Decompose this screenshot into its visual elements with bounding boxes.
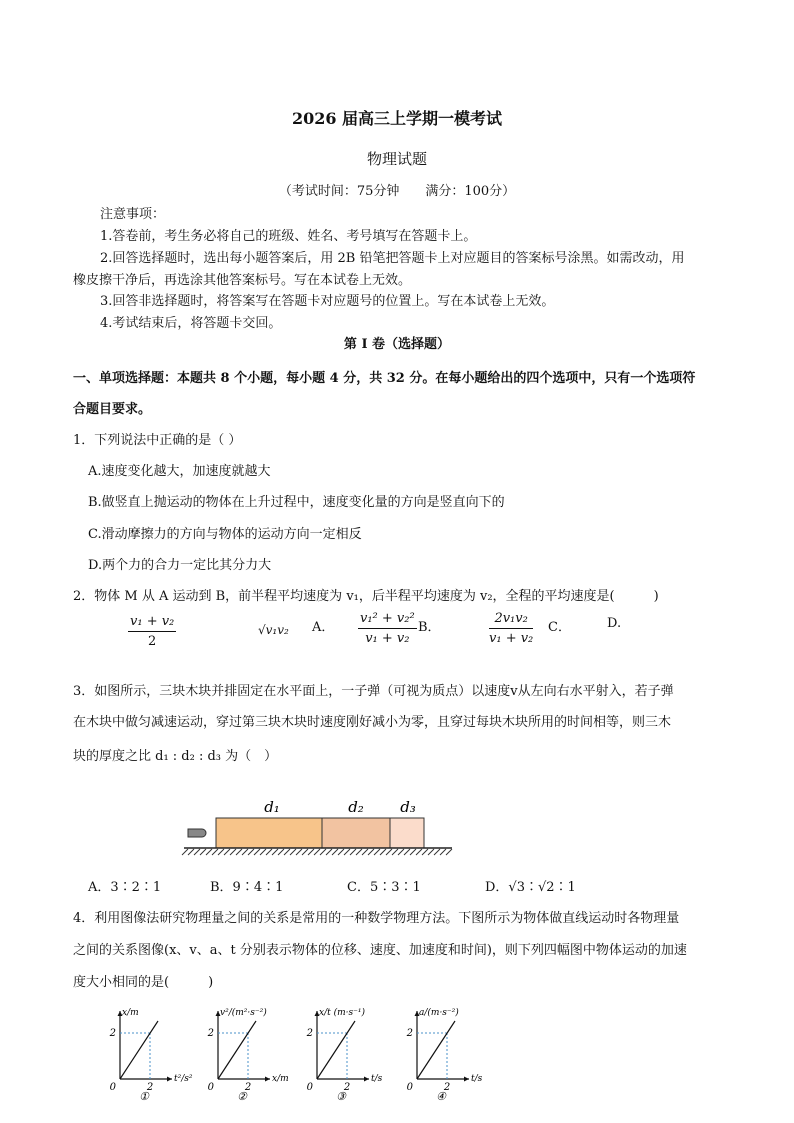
tick-x: 2 (244, 1082, 252, 1093)
wood-block-3 (390, 818, 424, 848)
hatch-line (326, 849, 332, 855)
x-axis-arrow-icon (167, 1077, 172, 1082)
question-stem: 度大小相同的是( ) (73, 975, 214, 990)
option-a: A．3∶2∶1 (88, 880, 162, 895)
hatch-line (182, 849, 188, 855)
hatch-line (320, 849, 326, 855)
hatch-line (218, 849, 224, 855)
hatch-line (344, 849, 350, 855)
hatch-line (296, 849, 302, 855)
hatch-line (290, 849, 296, 855)
tick-x: 2 (443, 1082, 451, 1093)
option-b: B.做竖直上抛运动的物体在上升过程中，速度变化量的方向是竖直向下的 (88, 495, 505, 510)
tick-y: 2 (109, 1028, 116, 1039)
x-axis-label: x/m (272, 1074, 289, 1084)
x-axis-arrow-icon (364, 1077, 369, 1082)
hatch-line (266, 849, 272, 855)
hatch-line (446, 849, 452, 855)
block-label-d2: d₂ (348, 798, 364, 816)
x-axis-label: t²/s² (174, 1074, 193, 1084)
hatch-line (380, 849, 386, 855)
hatch-line (212, 849, 218, 855)
option-a: A.速度变化越大，加速度就越大 (88, 464, 271, 479)
option-label: B． (418, 620, 441, 635)
hatch-line (272, 849, 278, 855)
data-line (317, 1021, 355, 1079)
sqrt-expression: √v₁v₂ (258, 623, 289, 637)
graph-3 (297, 1003, 407, 1103)
option-c: C.滑动摩擦力的方向与物体的运动方向一定相反 (88, 527, 362, 542)
question-stem: 之间的关系图像(x、v、a、t 分别表示物体的位移、速度、加速度和时间)，则下列四幅图中物体运动的加速 (73, 943, 687, 958)
graph-1 (100, 1003, 210, 1103)
hatch-line (428, 849, 434, 855)
fraction-option (128, 614, 176, 649)
graph-number: ④ (436, 1090, 446, 1103)
hatch-line (260, 849, 266, 855)
data-line (417, 1021, 455, 1079)
data-line (218, 1021, 256, 1079)
hatch-line (332, 849, 338, 855)
hatch-line (254, 849, 260, 855)
hatch-line (314, 849, 320, 855)
option-label: C． (548, 620, 571, 635)
section-title: 第 I 卷（选择题） (343, 337, 451, 352)
tick-y: 2 (306, 1028, 313, 1039)
hatch-line (440, 849, 446, 855)
tick-y: 2 (406, 1028, 413, 1039)
hatch-line (410, 849, 416, 855)
question-stem: 在木块中做匀减速运动，穿过第三块木块时速度刚好减小为零，且穿过每块木块所用的时间相等，则三木 (73, 715, 672, 730)
hatch-line (230, 849, 236, 855)
question-stem: 3．如图所示，三块木块并排固定在水平面上，一子弹（可视为质点）以速度v从左向右水平射入，若子弹 (73, 684, 674, 699)
x-axis-arrow-icon (464, 1077, 469, 1082)
wood-block-2 (322, 818, 390, 848)
graph-2 (198, 1003, 308, 1103)
hatch-line (350, 849, 356, 855)
block-label-d1: d₁ (264, 798, 280, 816)
fraction-option (489, 611, 533, 646)
hatch-line (392, 849, 398, 855)
fraction-option (358, 611, 417, 646)
tick-y: 2 (207, 1028, 214, 1039)
question-stem: 2．物体 M 从 A 运动到 B，前半程平均速度为 v₁，后半程平均速度为 v₂，全程的平均速度是( ) (73, 589, 659, 604)
origin-label: 0 (406, 1082, 413, 1093)
y-axis-label: v²/(m²·s⁻²) (220, 1008, 267, 1018)
hatch-line (398, 849, 404, 855)
hatch-line (224, 849, 230, 855)
option-label: A． (312, 620, 335, 635)
hatch-line (278, 849, 284, 855)
option-d: D．√3∶√2∶1 (485, 880, 576, 895)
hatch-line (308, 849, 314, 855)
hatch-line (416, 849, 422, 855)
hatch-line (302, 849, 308, 855)
hatch-line (434, 849, 440, 855)
y-axis-label: x/m (122, 1008, 139, 1018)
fraction-numerator: v₁² + v₂² (358, 611, 417, 629)
graph-4 (397, 1003, 507, 1103)
hatch-line (404, 849, 410, 855)
option-label: D. (607, 616, 622, 631)
note-item: 4.考试结束后，将答题卡交回。 (100, 316, 282, 331)
x-axis-label: t/s (371, 1074, 383, 1084)
graph-number: ③ (336, 1090, 346, 1103)
question-stem: 块的厚度之比 d₁ : d₂ : d₃ 为（ ） (73, 749, 278, 764)
fraction-denominator: v₁ + v₂ (365, 631, 410, 646)
hatch-line (362, 849, 368, 855)
hatch-line (374, 849, 380, 855)
graph-number: ② (237, 1090, 247, 1103)
wood-block-1 (216, 818, 322, 848)
hatch-line (188, 849, 194, 855)
fraction-numerator: v₁ + v₂ (128, 614, 176, 632)
fraction-denominator: v₁ + v₂ (489, 631, 534, 646)
tick-x: 2 (146, 1082, 154, 1093)
block-label-d3: d₃ (400, 798, 416, 816)
question-stem: 1．下列说法中正确的是（ ） (73, 433, 242, 448)
tick-x: 2 (343, 1082, 351, 1093)
origin-label: 0 (109, 1082, 116, 1093)
notes-heading: 注意事项： (100, 207, 166, 222)
graph-number: ① (139, 1090, 149, 1103)
bullet-icon (188, 829, 206, 837)
hatch-line (206, 849, 212, 855)
option-b: B．9∶4∶1 (210, 880, 284, 895)
wood-blocks-figure (180, 790, 460, 862)
hatch-line (284, 849, 290, 855)
hatch-line (248, 849, 254, 855)
option-c: C．5∶3∶1 (347, 880, 421, 895)
section-instruction: 一、单项选择题：本题共 8 个小题，每小题 4 分，共 32 分。在每小题给出的四个选项中，只有一个选项符 (73, 371, 696, 386)
y-axis-label: a/(m·s⁻²) (419, 1008, 459, 1018)
hatch-line (338, 849, 344, 855)
hatch-line (368, 849, 374, 855)
origin-label: 0 (207, 1082, 214, 1093)
x-axis-label: t/s (471, 1074, 483, 1084)
subject-title: 物理试题 (366, 150, 427, 168)
note-item: 1.答卷前，考生务必将自己的班级、姓名、考号填写在答题卡上。 (100, 229, 477, 244)
y-axis-label: x/t (m·s⁻¹) (319, 1008, 365, 1018)
section-instruction: 合题目要求。 (73, 402, 152, 417)
data-line (120, 1021, 158, 1079)
origin-label: 0 (306, 1082, 313, 1093)
fraction-denominator: 2 (148, 634, 157, 649)
note-item: 2.回答选择题时，选出每小题答案后，用 2B 铅笔把答题卡上对应题目的答案标号涂黑。如需改动，用 (100, 251, 685, 266)
hatch-line (356, 849, 362, 855)
exam-info: （考试时间：75分钟 满分：100分） (278, 184, 516, 199)
hatch-line (200, 849, 206, 855)
hatch-line (386, 849, 392, 855)
note-item: 橡皮擦干净后，再选涂其他答案标号。写在本试卷上无效。 (73, 273, 412, 288)
ground-hatching (182, 849, 452, 855)
option-d: D.两个力的合力一定比其分力大 (88, 558, 272, 573)
hatch-line (194, 849, 200, 855)
question-stem: 4．利用图像法研究物理量之间的关系是常用的一种数学物理方法。下图所示为物体做直线运动时各物理量 (73, 911, 680, 926)
hatch-line (242, 849, 248, 855)
x-axis-arrow-icon (265, 1077, 270, 1082)
exam-title: 2026 届高三上学期一模考试 (291, 109, 503, 128)
hatch-line (236, 849, 242, 855)
fraction-numerator: 2v₁v₂ (489, 611, 533, 629)
note-item: 3.回答非选择题时，将答案写在答题卡对应题号的位置上。写在本试卷上无效。 (100, 294, 555, 309)
hatch-line (422, 849, 428, 855)
